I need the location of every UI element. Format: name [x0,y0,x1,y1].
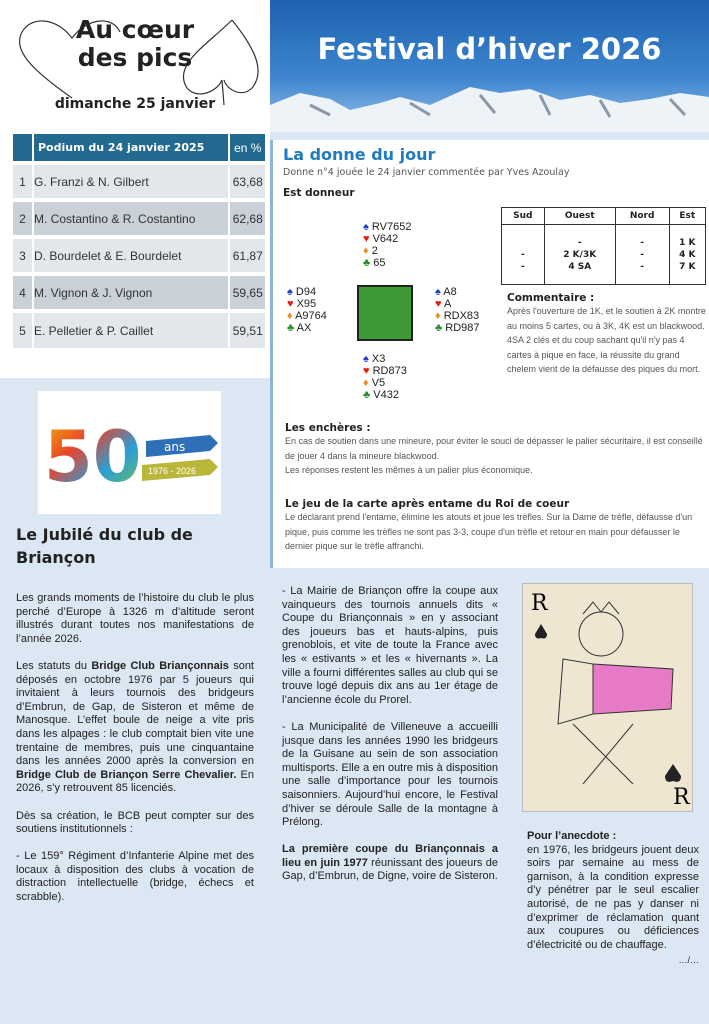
north-hand: ♠ RV7652 ♥ V642 ♦ 2 ♣ 65 [363,221,412,269]
banner [270,0,709,132]
masthead [0,0,270,132]
anecdote: Pour l’anecdote : en 1976, les bridgeurs jouent deux soirs par semaine au mess de garnison, à la condition expresse d’y pénétrer par le seul escalier autorisé, de ne pas y danser ni d’exprimer de réclamation quant aux coupures ou déficiences d’électricité ou de chauffage. …/… [527,830,699,968]
banner-title: Festival d’hiver 2026 [317,32,662,66]
jubile-title: Le Jubilé du club de Briançon [16,525,193,567]
table-row: 1 G. Franzi & N. Gilbert 63,68 [13,163,266,200]
east-hand: ♠ A8 ♥ A ♦ RDX83 ♣ RD987 [435,286,480,334]
table-row: 2 M. Costantino & R. Costantino 62,68 [13,200,266,237]
podium-header: Podium du 24 janvier 2025 [33,134,229,163]
table-row: 3 D. Bourdelet & E. Bourdelet 61,87 [13,237,266,274]
card-table-square [357,285,413,341]
encheres: Les enchères : En cas de soutien dans une mineure, pour éviter le souci de dépasser le palier sécuritaire, il est conseillé de jouer 4 dans la mineure blackwood. Les réponses restent les mêmes à un palier plus économique. [285,422,703,475]
spade-icon [535,624,547,639]
mountains-image [270,85,709,132]
logo-number: 50 [44,416,142,498]
jubile-column-middle: - La Mairie de Briançon offre la coupe aux vainqueurs des tournois annuels dits « Coupe du Briançonnais » en y associant des joueurs bas et hauts-alpins, puis grenoblois, et vite de toute la France avec les « estivants » et les « hivernants ». La ville a fourni différentes salles au club qui se trouve logé depuis dix ans au 1er étage de l’ancienne école du Prorel. - La Municipalité de Villeneuve a accueilli jusque dans les années 1990 les bridgeurs de la Guisane au sein de son association multisports. Elle a en outre mis à disposition une salle d’importance pour les tournois saisonniers. Aujourd’hui encore, le Festival d’hiver se déroule Salle de la montagne à Prélong. La première coupe du Briançonnais a lieu en juin 1977 réunissant des joueurs de Gap, d’Embrun, de Digne, voire de Sisteron. [282,585,498,883]
spade-icon [665,764,681,782]
svg-text:R: R [531,591,548,616]
commentaire: Commentaire : Après l'ouverture de 1K, et le soutien à 2K montre au moins 5 cartes, ou à 3K, 4K est un blackwood. 4SA 2 clés et du coup sachant qu'il n'y pas 4 cartes à pique en face, la réussite du grand chelem vient de la défausse des piques du mort. [507,292,706,374]
podium-panel [0,132,270,378]
logo-ans: ans [164,440,186,454]
bidding-table: Sud Ouest Nord Est - - - 2 K/3K 4 SA - - - 1 K 4 K 7 K [501,207,706,285]
jeu-de-la-carte: Le jeu de la carte après entame du Roi de coeur Le déclarant prend l'entame, élimine les atouts et joue les trèfles. Sur la Dame de trèfle, défausse d'un pique, puis comme les trèfles ne sont pas 3-3, coupe d'un trèfle et retour en main pour défausser le dernier pique sur le trèfle affranchi. [285,498,693,551]
south-hand: ♠ X3 ♥ RD873 ♦ V5 ♣ V432 [363,353,407,401]
jubile-column-left: Les grands moments de l’histoire du club le plus perché d’Europe à 1326 m d’altitude seront illustrés durant toutes nos manifestations de l’année 2026. Les statuts du Bridge Club Briançonnais sont déposés en octobre 1976 par 5 joueurs qui invitaient à leurs tournois des bridgeurs d’Embrun, de Gap, de Sisteron et même de Manosque. L’effet boule de neige a vite pris dans les alpages : le club comptait bien vite une trentaine de membres, puis une cinquantaine dans les années 2000 après la conversion en Bridge Club de Briançon Serre Chevalier. En 2026, s’y retrouvent 85 licenciés. Dès sa création, le BCB peut compter sur des soutiens institutionnels : - Le 159° Régiment d’Infanterie Alpine met des locaux à disposition des clubs à vocation de distraction intellectuelle (bridge, échecs et scrabble). [16,592,254,904]
king-card-image [522,583,693,812]
continued-marker: …/… [678,955,699,966]
masthead-date: dimanche 25 janvier [54,96,216,112]
logo-years: 1976 - 2026 [148,466,197,476]
west-hand: ♠ D94 ♥ X95 ♦ A9764 ♣ AX [287,286,327,334]
masthead-title-line2: des pics [77,43,193,72]
table-row: 4 M. Vignon & J. Vignon 59,65 [13,274,266,311]
table-row: 5 E. Pelletier & P. Caillet 59,51 [13,311,266,348]
podium-table [13,134,267,348]
donne-title: La donne du jour [283,145,436,164]
svg-text:R: R [673,785,690,810]
masthead-title-line1: Au cœur [75,15,195,44]
jubile-logo [38,391,221,514]
donne-du-jour-panel [270,140,709,568]
donne-subtitle: Donne n°4 jouée le 24 janvier commentée par Yves Azoulay [283,167,570,178]
podium-unit-header: en % [229,134,266,163]
dealer-label: Est donneur [283,187,355,199]
